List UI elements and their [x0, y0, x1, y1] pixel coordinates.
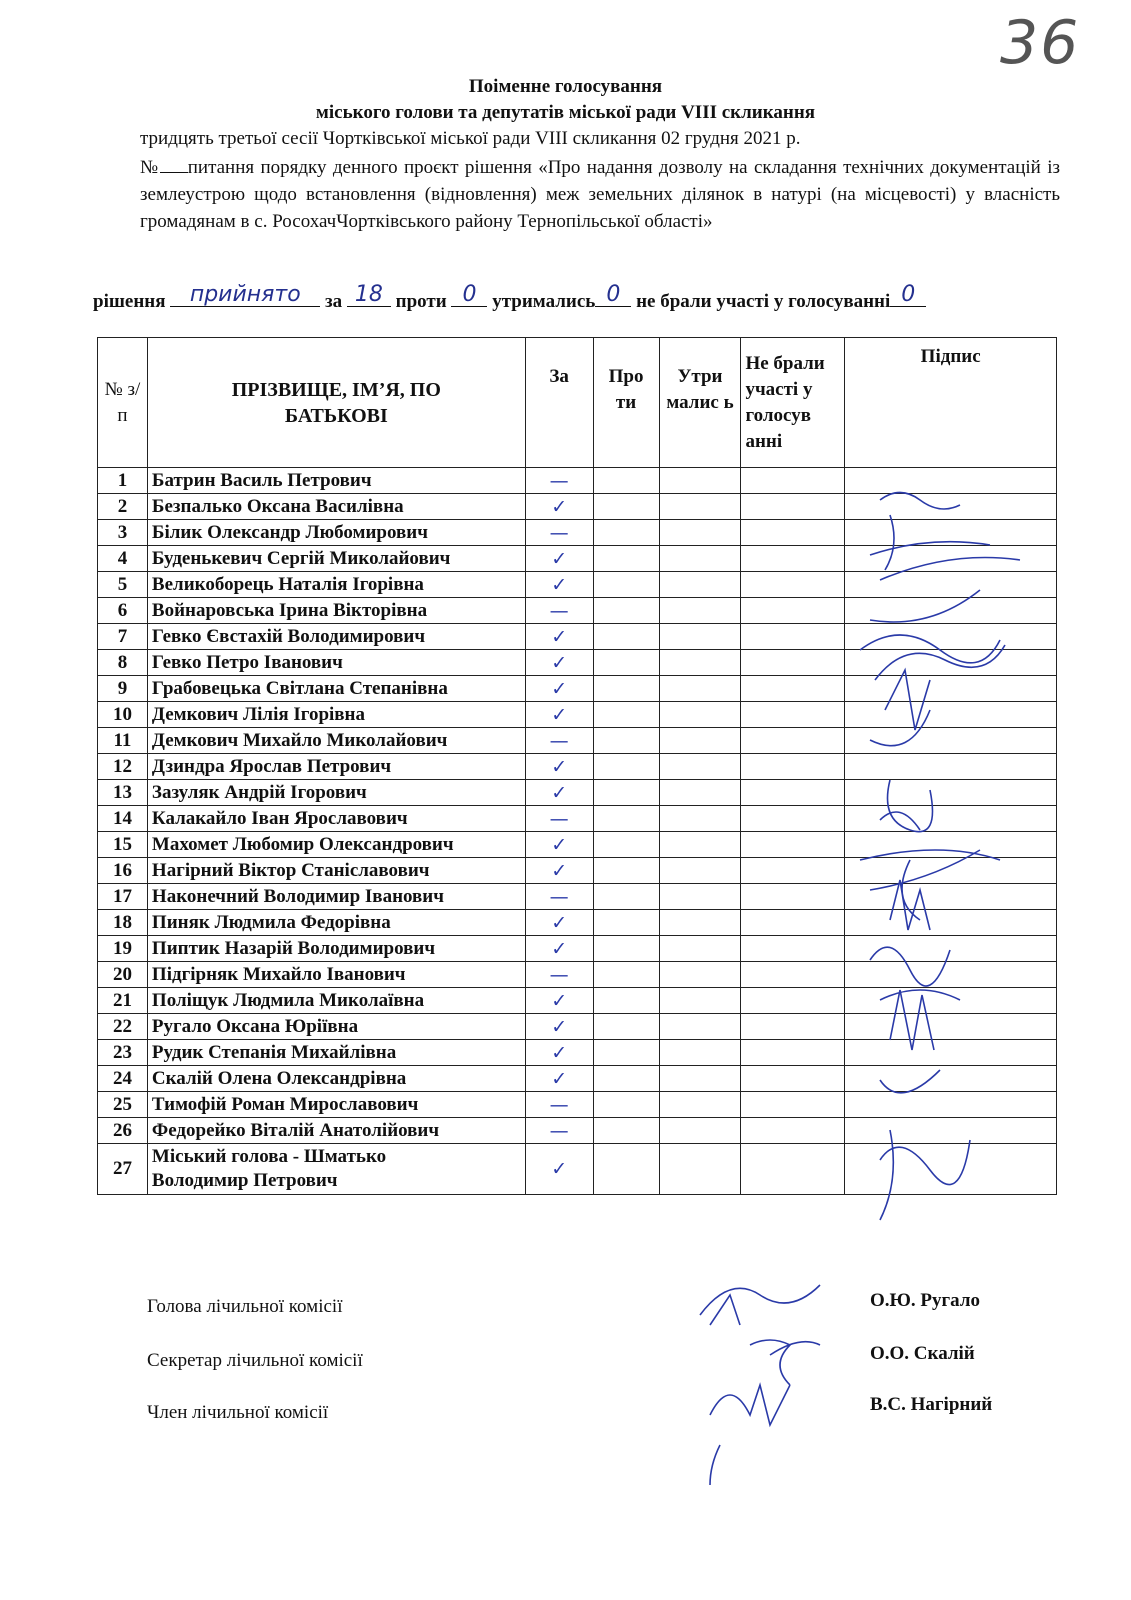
vote-absent-cell	[741, 858, 845, 884]
row-full-name: Дзиндра Ярослав Петрович	[147, 754, 525, 780]
vote-for-check-icon: ✓	[525, 1066, 593, 1092]
vote-absent-cell	[741, 806, 845, 832]
row-number: 3	[98, 520, 148, 546]
vote-against-cell	[593, 520, 659, 546]
vote-abstain-cell	[659, 884, 741, 910]
vote-absent-cell	[741, 624, 845, 650]
vote-for-check-icon: ✓	[525, 546, 593, 572]
vote-absent-cell	[741, 832, 845, 858]
vote-abstain-cell	[659, 1144, 741, 1195]
row-number: 4	[98, 546, 148, 572]
row-number: 18	[98, 910, 148, 936]
issue-text: питання порядку денного проєкт рішення «Про надання дозволу на складання технічних документацій із землеустрою щодо встановлення (відновлення) меж земельних ділянок в натурі (на місцевості) у власність громадянам в с. РосохачЧортківського району Тернопільської області»	[140, 157, 1060, 232]
chair-label: Голова лічильної комісії	[147, 1296, 343, 1317]
row-full-name: Тимофій Роман Мирославович	[147, 1092, 525, 1118]
vote-against-cell	[593, 806, 659, 832]
vote-abstain-cell	[659, 832, 741, 858]
vote-for-check-icon: ✓	[525, 572, 593, 598]
for-value: 18	[347, 282, 391, 307]
issue-description	[140, 154, 1060, 235]
vote-for-check-icon: ✓	[525, 936, 593, 962]
vote-abstain-cell	[659, 806, 741, 832]
commission-signatures-scribble	[690, 1265, 850, 1485]
vote-dash-icon: —	[525, 598, 593, 624]
row-number: 14	[98, 806, 148, 832]
vote-absent-cell	[741, 936, 845, 962]
vote-against-cell	[593, 728, 659, 754]
vote-absent-cell	[741, 1144, 845, 1195]
vote-absent-cell	[741, 1040, 845, 1066]
vote-against-cell	[593, 624, 659, 650]
row-number: 27	[98, 1144, 148, 1195]
row-full-name: Безпалько Оксана Василівна	[147, 494, 525, 520]
vote-absent-cell	[741, 1066, 845, 1092]
chair-name: О.Ю. Ругало	[870, 1290, 980, 1311]
row-full-name: Поліщук Людмила Миколаївна	[147, 988, 525, 1014]
abstain-value: 0	[595, 282, 631, 307]
document-subtitle: міського голови та депутатів міської ради VIII скликання	[315, 102, 816, 123]
vote-abstain-cell	[659, 520, 741, 546]
vote-for-check-icon: ✓	[525, 650, 593, 676]
row-full-name: Войнаровська Ірина Вікторівна	[147, 598, 525, 624]
vote-absent-cell	[741, 910, 845, 936]
vote-for-check-icon: ✓	[525, 832, 593, 858]
vote-abstain-cell	[659, 598, 741, 624]
row-number: 8	[98, 650, 148, 676]
vote-absent-cell	[741, 988, 845, 1014]
row-full-name: Буденькевич Сергій Миколайович	[147, 546, 525, 572]
vote-dash-icon: —	[525, 1118, 593, 1144]
row-number: 7	[98, 624, 148, 650]
row-number: 1	[98, 468, 148, 494]
vote-dash-icon: —	[525, 520, 593, 546]
signatures-scribble	[850, 480, 1050, 1240]
vote-abstain-cell	[659, 1066, 741, 1092]
vote-for-check-icon: ✓	[525, 1144, 593, 1195]
row-number: 19	[98, 936, 148, 962]
row-number: 25	[98, 1092, 148, 1118]
row-number: 9	[98, 676, 148, 702]
row-number: 21	[98, 988, 148, 1014]
row-full-name-line1: Міський голова - Шматько	[151, 1146, 387, 1167]
vote-for-check-icon: ✓	[525, 494, 593, 520]
row-full-name: Гевко Петро Іванович	[147, 650, 525, 676]
vote-against-cell	[593, 572, 659, 598]
decision-label: рішення	[93, 291, 166, 312]
row-number: 15	[98, 832, 148, 858]
vote-against-cell	[593, 676, 659, 702]
vote-against-cell	[593, 650, 659, 676]
vote-absent-cell	[741, 728, 845, 754]
issue-prefix: №	[140, 157, 160, 178]
for-label: за	[325, 291, 343, 312]
against-value: 0	[451, 282, 487, 307]
vote-against-cell	[593, 1040, 659, 1066]
vote-absent-cell	[741, 1118, 845, 1144]
col-against-header: Про ти	[593, 338, 659, 468]
vote-abstain-cell	[659, 702, 741, 728]
row-number: 26	[98, 1118, 148, 1144]
row-number: 17	[98, 884, 148, 910]
row-number: 22	[98, 1014, 148, 1040]
vote-against-cell	[593, 910, 659, 936]
vote-abstain-cell	[659, 546, 741, 572]
document-title: Поіменне голосування	[468, 76, 663, 97]
vote-dash-icon: —	[525, 962, 593, 988]
vote-abstain-cell	[659, 1092, 741, 1118]
vote-abstain-cell	[659, 754, 741, 780]
vote-abstain-cell	[659, 936, 741, 962]
vote-abstain-cell	[659, 962, 741, 988]
session-line: тридцять третьої сесії Чортківської міської ради VIII скликання 02 грудня 2021 р.	[140, 128, 801, 149]
vote-abstain-cell	[659, 572, 741, 598]
vote-against-cell	[593, 702, 659, 728]
row-full-name	[147, 1144, 525, 1195]
vote-for-check-icon: ✓	[525, 910, 593, 936]
decision-value: прийнято	[170, 282, 320, 307]
vote-absent-cell	[741, 754, 845, 780]
vote-against-cell	[593, 832, 659, 858]
row-full-name: Батрин Василь Петрович	[147, 468, 525, 494]
row-full-name-line2: Володимир Петрович	[151, 1170, 338, 1191]
row-number: 5	[98, 572, 148, 598]
vote-absent-cell	[741, 884, 845, 910]
vote-against-cell	[593, 988, 659, 1014]
row-full-name: Махомет Любомир Олександрович	[147, 832, 525, 858]
vote-against-cell	[593, 1014, 659, 1040]
vote-absent-cell	[741, 962, 845, 988]
vote-for-check-icon: ✓	[525, 780, 593, 806]
vote-abstain-cell	[659, 468, 741, 494]
col-num-header: № з/п	[98, 338, 148, 468]
vote-dash-icon: —	[525, 1092, 593, 1118]
row-full-name: Наконечний Володимир Іванович	[147, 884, 525, 910]
row-full-name: Демкович Лілія Ігорівна	[147, 702, 525, 728]
vote-absent-cell	[741, 650, 845, 676]
vote-abstain-cell	[659, 728, 741, 754]
vote-for-check-icon: ✓	[525, 676, 593, 702]
row-number: 11	[98, 728, 148, 754]
row-full-name: Грабовецька Світлана Степанівна	[147, 676, 525, 702]
vote-abstain-cell	[659, 988, 741, 1014]
vote-absent-cell	[741, 676, 845, 702]
row-full-name: Федорейко Віталій Анатолійович	[147, 1118, 525, 1144]
vote-abstain-cell	[659, 1014, 741, 1040]
vote-against-cell	[593, 1066, 659, 1092]
vote-against-cell	[593, 1144, 659, 1195]
vote-against-cell	[593, 494, 659, 520]
row-full-name: Пиптик Назарій Володимирович	[147, 936, 525, 962]
vote-against-cell	[593, 962, 659, 988]
vote-for-check-icon: ✓	[525, 858, 593, 884]
vote-against-cell	[593, 936, 659, 962]
vote-abstain-cell	[659, 858, 741, 884]
vote-against-cell	[593, 754, 659, 780]
vote-for-check-icon: ✓	[525, 1014, 593, 1040]
row-full-name: Зазуляк Андрій Ігорович	[147, 780, 525, 806]
row-number: 6	[98, 598, 148, 624]
vote-absent-cell	[741, 520, 845, 546]
vote-abstain-cell	[659, 1040, 741, 1066]
member-label: Член лічильної комісії	[147, 1402, 329, 1423]
vote-dash-icon: —	[525, 806, 593, 832]
vote-for-check-icon: ✓	[525, 624, 593, 650]
vote-against-cell	[593, 546, 659, 572]
row-number: 13	[98, 780, 148, 806]
row-full-name: Скалій Олена Олександрівна	[147, 1066, 525, 1092]
row-full-name: Білик Олександр Любомирович	[147, 520, 525, 546]
member-name: В.С. Нагірний	[870, 1394, 993, 1415]
absent-value: 0	[890, 282, 926, 307]
col-for-header: За	[525, 338, 593, 468]
vote-against-cell	[593, 1118, 659, 1144]
vote-for-check-icon: ✓	[525, 988, 593, 1014]
vote-absent-cell	[741, 780, 845, 806]
row-full-name: Демкович Михайло Миколайович	[147, 728, 525, 754]
vote-for-check-icon: ✓	[525, 1040, 593, 1066]
row-number: 23	[98, 1040, 148, 1066]
row-full-name: Пиняк Людмила Федорівна	[147, 910, 525, 936]
vote-abstain-cell	[659, 910, 741, 936]
abstain-label: утримались	[492, 291, 596, 312]
vote-for-check-icon: ✓	[525, 754, 593, 780]
vote-against-cell	[593, 884, 659, 910]
absent-label: не брали участі у голосуванні	[636, 291, 891, 312]
vote-absent-cell	[741, 572, 845, 598]
vote-against-cell	[593, 468, 659, 494]
vote-dash-icon: —	[525, 468, 593, 494]
row-number: 16	[98, 858, 148, 884]
vote-against-cell	[593, 598, 659, 624]
row-full-name: Ругало Оксана Юріївна	[147, 1014, 525, 1040]
secretary-name: О.О. Скалій	[870, 1343, 975, 1364]
row-full-name: Великоборець Наталія Ігорівна	[147, 572, 525, 598]
col-absent-header: Не брали участі у голосув анні	[741, 338, 845, 468]
row-number: 20	[98, 962, 148, 988]
vote-absent-cell	[741, 598, 845, 624]
vote-dash-icon: —	[525, 728, 593, 754]
vote-abstain-cell	[659, 494, 741, 520]
vote-absent-cell	[741, 494, 845, 520]
vote-against-cell	[593, 1092, 659, 1118]
vote-absent-cell	[741, 1092, 845, 1118]
vote-abstain-cell	[659, 780, 741, 806]
vote-abstain-cell	[659, 676, 741, 702]
row-full-name: Гевко Євстахій Володимирович	[147, 624, 525, 650]
table-header-row	[98, 338, 1057, 468]
row-full-name: Нагірний Віктор Станіславович	[147, 858, 525, 884]
row-number: 24	[98, 1066, 148, 1092]
vote-against-cell	[593, 780, 659, 806]
against-label: проти	[395, 291, 447, 312]
row-number: 2	[98, 494, 148, 520]
issue-number-blank	[160, 172, 188, 173]
vote-absent-cell	[741, 1014, 845, 1040]
page-number: 36	[1000, 8, 1081, 78]
vote-dash-icon: —	[525, 884, 593, 910]
vote-against-cell	[593, 858, 659, 884]
row-number: 10	[98, 702, 148, 728]
row-number: 12	[98, 754, 148, 780]
col-signature-header: Підпис	[845, 338, 1057, 468]
row-full-name: Рудик Степанія Михайлівна	[147, 1040, 525, 1066]
secretary-label: Секретар лічильної комісії	[147, 1350, 363, 1371]
vote-absent-cell	[741, 702, 845, 728]
col-abstain-header: Утри малис ь	[659, 338, 741, 468]
row-full-name: Калакайло Іван Ярославович	[147, 806, 525, 832]
vote-absent-cell	[741, 468, 845, 494]
row-full-name: Підгірняк Михайло Іванович	[147, 962, 525, 988]
vote-for-check-icon: ✓	[525, 702, 593, 728]
vote-abstain-cell	[659, 650, 741, 676]
decision-summary	[93, 282, 1073, 313]
vote-absent-cell	[741, 546, 845, 572]
vote-abstain-cell	[659, 624, 741, 650]
col-name-header: ПРІЗВИЩЕ, ІМ’Я, ПО БАТЬКОВІ	[147, 338, 525, 468]
vote-abstain-cell	[659, 1118, 741, 1144]
